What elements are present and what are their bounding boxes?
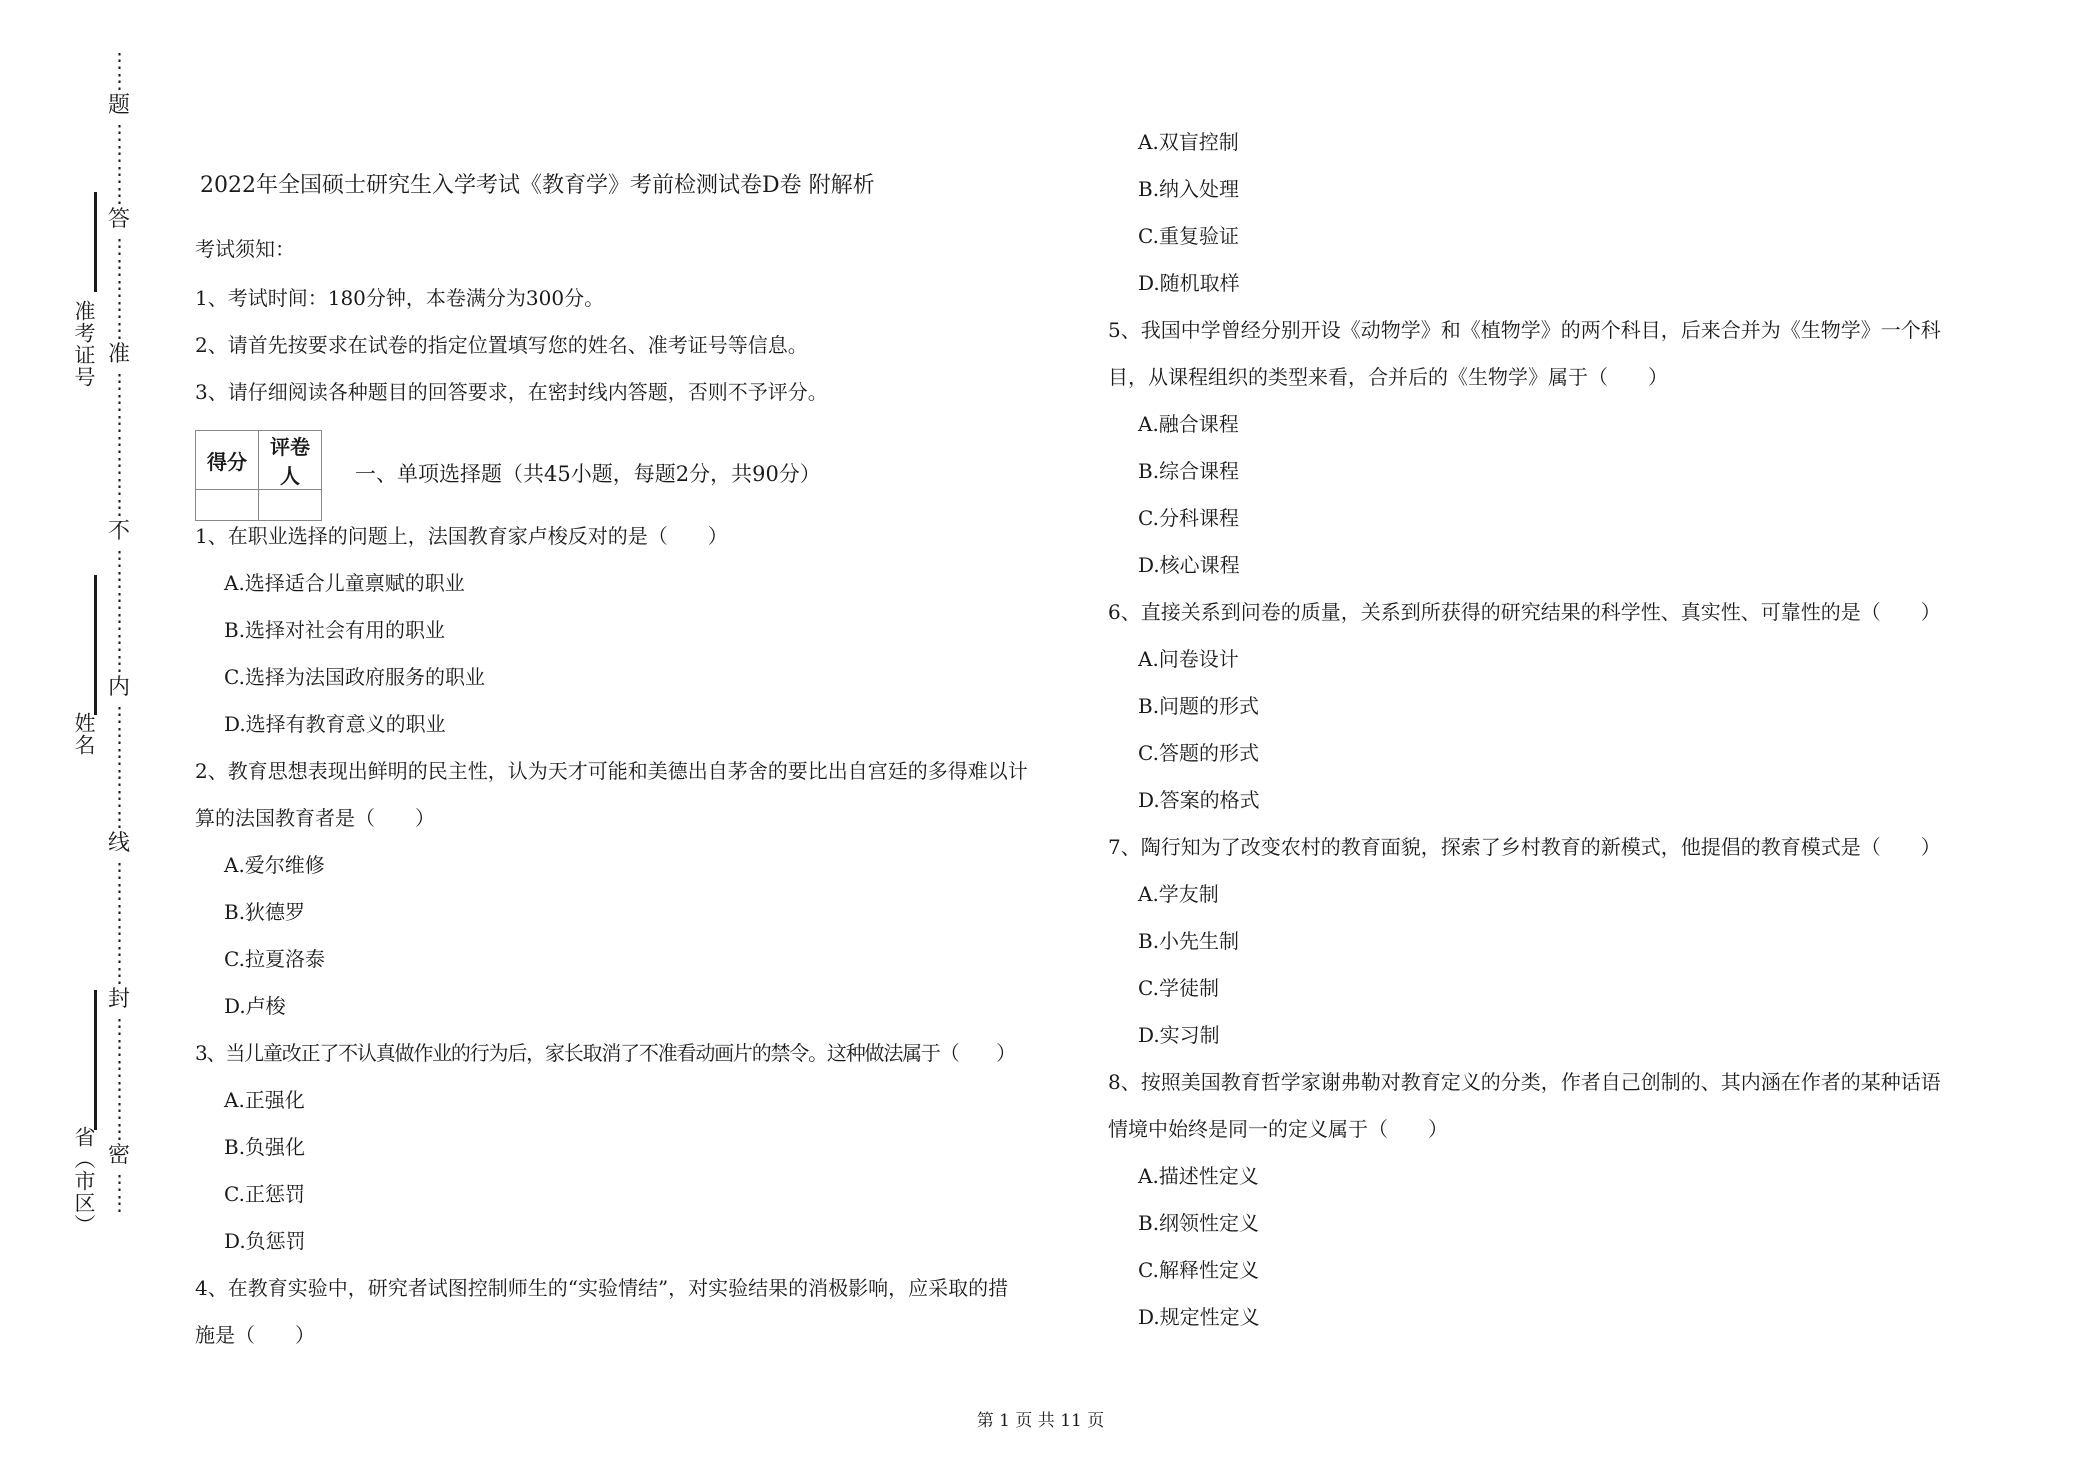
seal-char: 不: [107, 519, 130, 544]
field-label-region: [72, 1126, 98, 1236]
score-table-header: 得分: [196, 431, 259, 490]
answer-option[interactable]: D.实习制: [1138, 1023, 1220, 1047]
answer-option[interactable]: D.随机取样: [1138, 271, 1240, 295]
question-stem: 算的法国教育者是（ ）: [195, 806, 435, 830]
binding-rule-2: [94, 575, 97, 715]
answer-option[interactable]: D.核心课程: [1138, 553, 1240, 577]
seal-dotted-line: ⋮ ⋮ 题 ⋮ ⋮ ⋮ ⋮ 答 ⋮ ⋮ ⋮ ⋮ ⋮ 准 ⋮ ⋮ ⋮ ⋮ ⋮ ⋮ ⋮ 不 ⋮ ⋮ ⋮ ⋮ ⋮ ⋮ 内 ⋮ ⋮ ⋮ ⋮ ⋮ ⋮ 线 ⋮ ⋮ ⋮ ⋮ ⋮ ⋮ 封 ⋮ ⋮ ⋮ ⋮ ⋮ ⋮ 密 ⋮ ⋮: [104, 50, 134, 1380]
notice-item: 1、考试时间：180分钟，本卷满分为300分。: [195, 286, 605, 310]
answer-option[interactable]: C.答题的形式: [1138, 741, 1259, 765]
seal-char: 封: [107, 987, 130, 1012]
answer-option[interactable]: A.双盲控制: [1138, 130, 1239, 154]
answer-option[interactable]: A.选择适合儿童禀赋的职业: [224, 571, 465, 595]
answer-option[interactable]: B.纳入处理: [1138, 177, 1240, 201]
question-stem: 施是（ ）: [195, 1323, 315, 1347]
answer-option[interactable]: A.正强化: [224, 1088, 305, 1112]
answer-option[interactable]: B.选择对社会有用的职业: [224, 618, 446, 642]
question-stem: 3、当儿童改正了不认真做作业的行为后，家长取消了不准看动画片的禁令。这种做法属于（ ）: [195, 1041, 1015, 1065]
field-label-char: 准考证号: [72, 300, 96, 388]
seal-char: 准: [107, 342, 130, 367]
answer-option[interactable]: A.爱尔维修: [224, 853, 325, 877]
grader-cell[interactable]: [259, 490, 322, 521]
answer-option[interactable]: B.问题的形式: [1138, 694, 1260, 718]
question-stem: 4、在教育实验中，研究者试图控制师生的“实验情结”，对实验结果的消极影响，应采取的措: [195, 1276, 1009, 1300]
answer-option[interactable]: D.选择有教育意义的职业: [224, 712, 446, 736]
notice-item: 2、请首先按要求在试卷的指定位置填写您的姓名、准考证号等信息。: [195, 333, 808, 357]
field-label-char: 省（市区）: [72, 1126, 96, 1236]
field-label-exam-id: [72, 300, 98, 388]
answer-option[interactable]: B.纲领性定义: [1138, 1211, 1260, 1235]
seal-char: 线: [107, 831, 130, 856]
answer-option[interactable]: C.选择为法国政府服务的职业: [224, 665, 485, 689]
answer-option[interactable]: A.问卷设计: [1138, 647, 1239, 671]
answer-option[interactable]: D.卢梭: [224, 994, 286, 1018]
answer-option[interactable]: C.分科课程: [1138, 506, 1239, 530]
question-stem: 6、直接关系到问卷的质量，关系到所获得的研究结果的科学性、真实性、可靠性的是（ ）: [1108, 600, 1941, 624]
section-title: 一、单项选择题（共45小题，每题2分，共90分）: [355, 462, 821, 486]
answer-option[interactable]: C.重复验证: [1138, 224, 1239, 248]
question-stem: 目，从课程组织的类型来看，合并后的《生物学》属于（ ）: [1108, 365, 1668, 389]
notice-heading: 考试须知：: [195, 237, 295, 261]
answer-option[interactable]: B.小先生制: [1138, 929, 1240, 953]
binding-rule-1: [94, 192, 97, 292]
answer-option[interactable]: D.答案的格式: [1138, 788, 1260, 812]
page-title: 2022年全国硕士研究生入学考试《教育学》考前检测试卷D卷 附解析: [200, 173, 875, 198]
answer-option[interactable]: C.拉夏洛泰: [224, 947, 325, 971]
question-stem: 7、陶行知为了改变农村的教育面貌，探索了乡村教育的新模式，他提倡的教育模式是（ ）: [1108, 835, 1941, 859]
seal-char: 题: [107, 93, 130, 118]
answer-option[interactable]: B.负强化: [224, 1135, 306, 1159]
seal-char: 内: [107, 675, 130, 700]
score-table: [195, 430, 322, 521]
question-stem: 5、我国中学曾经分别开设《动物学》和《植物学》的两个科目，后来合并为《生物学》一个科: [1108, 318, 1941, 342]
answer-option[interactable]: A.学友制: [1138, 882, 1219, 906]
answer-option[interactable]: C.正惩罚: [224, 1182, 305, 1206]
seal-char: 答: [107, 207, 130, 232]
answer-option[interactable]: B.综合课程: [1138, 459, 1240, 483]
answer-option[interactable]: A.描述性定义: [1138, 1164, 1259, 1188]
answer-option[interactable]: D.规定性定义: [1138, 1305, 1260, 1329]
answer-option[interactable]: C.学徒制: [1138, 976, 1219, 1000]
answer-option[interactable]: B.狄德罗: [224, 900, 306, 924]
answer-option[interactable]: C.解释性定义: [1138, 1258, 1259, 1282]
seal-char: 密: [107, 1143, 130, 1168]
question-stem: 8、按照美国教育哲学家谢弗勒对教育定义的分类，作者自己创制的、其内涵在作者的某种话语: [1108, 1070, 1941, 1094]
notice-item: 3、请仔细阅读各种题目的回答要求，在密封线内答题，否则不予评分。: [195, 380, 828, 404]
question-stem: 情境中始终是同一的定义属于（ ）: [1108, 1117, 1448, 1141]
field-label-name: [72, 712, 98, 756]
binding-rule-3: [94, 990, 97, 1130]
question-stem: 2、教育思想表现出鲜明的民主性，认为天才可能和美德出自茅舍的要比出自宫廷的多得难以计: [195, 759, 1028, 783]
score-table-header: 评卷人: [259, 431, 322, 490]
page-number: 第 1 页 共 11 页: [976, 1411, 1105, 1431]
answer-option[interactable]: D.负惩罚: [224, 1229, 306, 1253]
field-label-char: 姓名: [72, 712, 96, 756]
question-stem: 1、在职业选择的问题上，法国教育家卢梭反对的是（ ）: [195, 524, 728, 548]
answer-option[interactable]: A.融合课程: [1138, 412, 1239, 436]
score-cell[interactable]: [196, 490, 259, 521]
